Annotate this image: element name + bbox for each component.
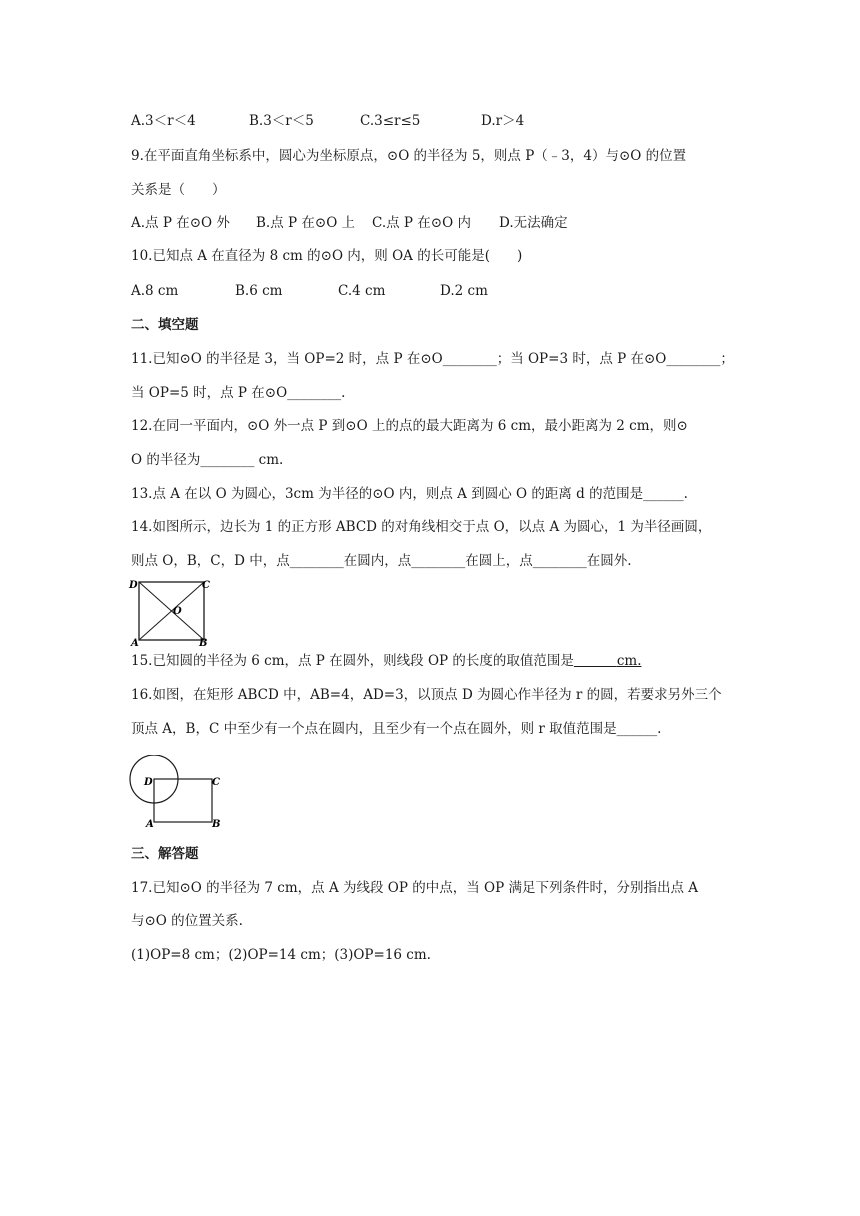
rectangle-outline — [154, 779, 212, 822]
q13-text: 13.点 A 在以 O 为圆心，3cm 为半径的⊙O 内，则点 A 到圆心 O 的距离 d 的范围是______. — [131, 486, 688, 502]
q14-text-line1: 14.如图所示，边长为 1 的正方形 ABCD 的对角线相交于点 O，以点 A 为圆心，1 为半径画圆， — [131, 519, 712, 535]
label-d: D — [144, 777, 153, 788]
q15-prefix: 15.已知圆的半径为 6 cm，点 P 在圆外，则线段 OP 的长度的取值范围是 — [131, 653, 574, 669]
q10-text: 10.已知点 A 在直径为 8 cm 的⊙O 内，则 OA 的长可能是( ) — [131, 248, 523, 264]
q10-option-c: C.4 cm — [338, 283, 386, 299]
q16-rectangle-figure — [128, 755, 228, 829]
q12-text-line2: O 的半径为________ cm. — [131, 452, 284, 468]
q10-option-d: D.2 cm — [440, 283, 488, 299]
q14-text-line2: 则点 O，B，C，D 中，点________在圆内，点________在圆上，点________在圆外. — [131, 553, 632, 569]
q10-option-a: A.8 cm — [131, 283, 179, 299]
q8-option-d: D.r＞4 — [481, 113, 525, 129]
q9-text-line2: 关系是（ ） — [131, 182, 226, 198]
q14-square-figure — [128, 576, 212, 648]
q8-option-a: A.3＜r＜4 — [131, 113, 196, 129]
q17-text-line3: (1)OP=8 cm；(2)OP=14 cm；(3)OP=16 cm. — [131, 947, 431, 963]
q16-text-line1: 16.如图，在矩形 ABCD 中，AB=4，AD=3，以顶点 D 为圆心作半径为 r 的圆，若要求另外三个 — [131, 687, 722, 703]
label-b: B — [212, 819, 221, 829]
label-d: D — [129, 580, 138, 591]
section-title-fill-in: 二、填空题 — [131, 317, 199, 333]
q15-suffix: cm. — [616, 653, 642, 669]
label-c: C — [212, 777, 220, 788]
label-a: A — [146, 819, 154, 829]
q8-options — [131, 111, 524, 131]
q11-text-line2: 当 OP=5 时，点 P 在⊙O________. — [131, 385, 346, 401]
q11-text-line1: 11.已知⊙O 的半径是 3，当 OP=2 时，点 P 在⊙O________；当 OP=3 时，点 P 在⊙O________； — [131, 351, 734, 367]
q9-option-c: C.点 P 在⊙O 内 — [372, 215, 471, 231]
q10-option-b: B.6 cm — [235, 283, 283, 299]
q15-text — [131, 651, 641, 671]
q9-text-line1: 9.在平面直角坐标系中，圆心为坐标原点，⊙O 的半径为 5，则点 P（﹣3，4）与⊙O 的位置 — [131, 148, 687, 164]
q10-options — [131, 281, 488, 301]
label-a: A — [131, 638, 139, 648]
label-b: B — [199, 638, 208, 648]
q9-option-d: D.无法确定 — [499, 215, 568, 231]
q12-text-line1: 12.在同一平面内，⊙O 外一点 P 到⊙O 上的点的最大距离为 6 cm，最小距离为 2 cm，则⊙ — [131, 418, 688, 434]
label-c: C — [202, 580, 210, 591]
label-o: O — [173, 606, 182, 617]
q9-option-b: B.点 P 在⊙O 上 — [256, 215, 356, 231]
q17-text-line2: 与⊙O 的位置关系. — [131, 913, 243, 929]
q8-option-b: B.3＜r＜5 — [249, 113, 314, 129]
section-title-answer: 三、解答题 — [131, 846, 199, 862]
q9-options — [131, 213, 568, 233]
q8-option-c: C.3≤r≤5 — [360, 113, 421, 129]
q15-blank — [574, 653, 617, 669]
q9-option-a: A.点 P 在⊙O 外 — [131, 215, 230, 231]
q16-text-line2: 顶点 A，B，C 中至少有一个点在圆内，且至少有一个点在圆外，则 r 取值范围是______. — [131, 721, 662, 737]
q17-text-line1: 17.已知⊙O 的半径为 7 cm，点 A 为线段 OP 的中点，当 OP 满足下列条件时，分别指出点 A — [131, 880, 699, 896]
